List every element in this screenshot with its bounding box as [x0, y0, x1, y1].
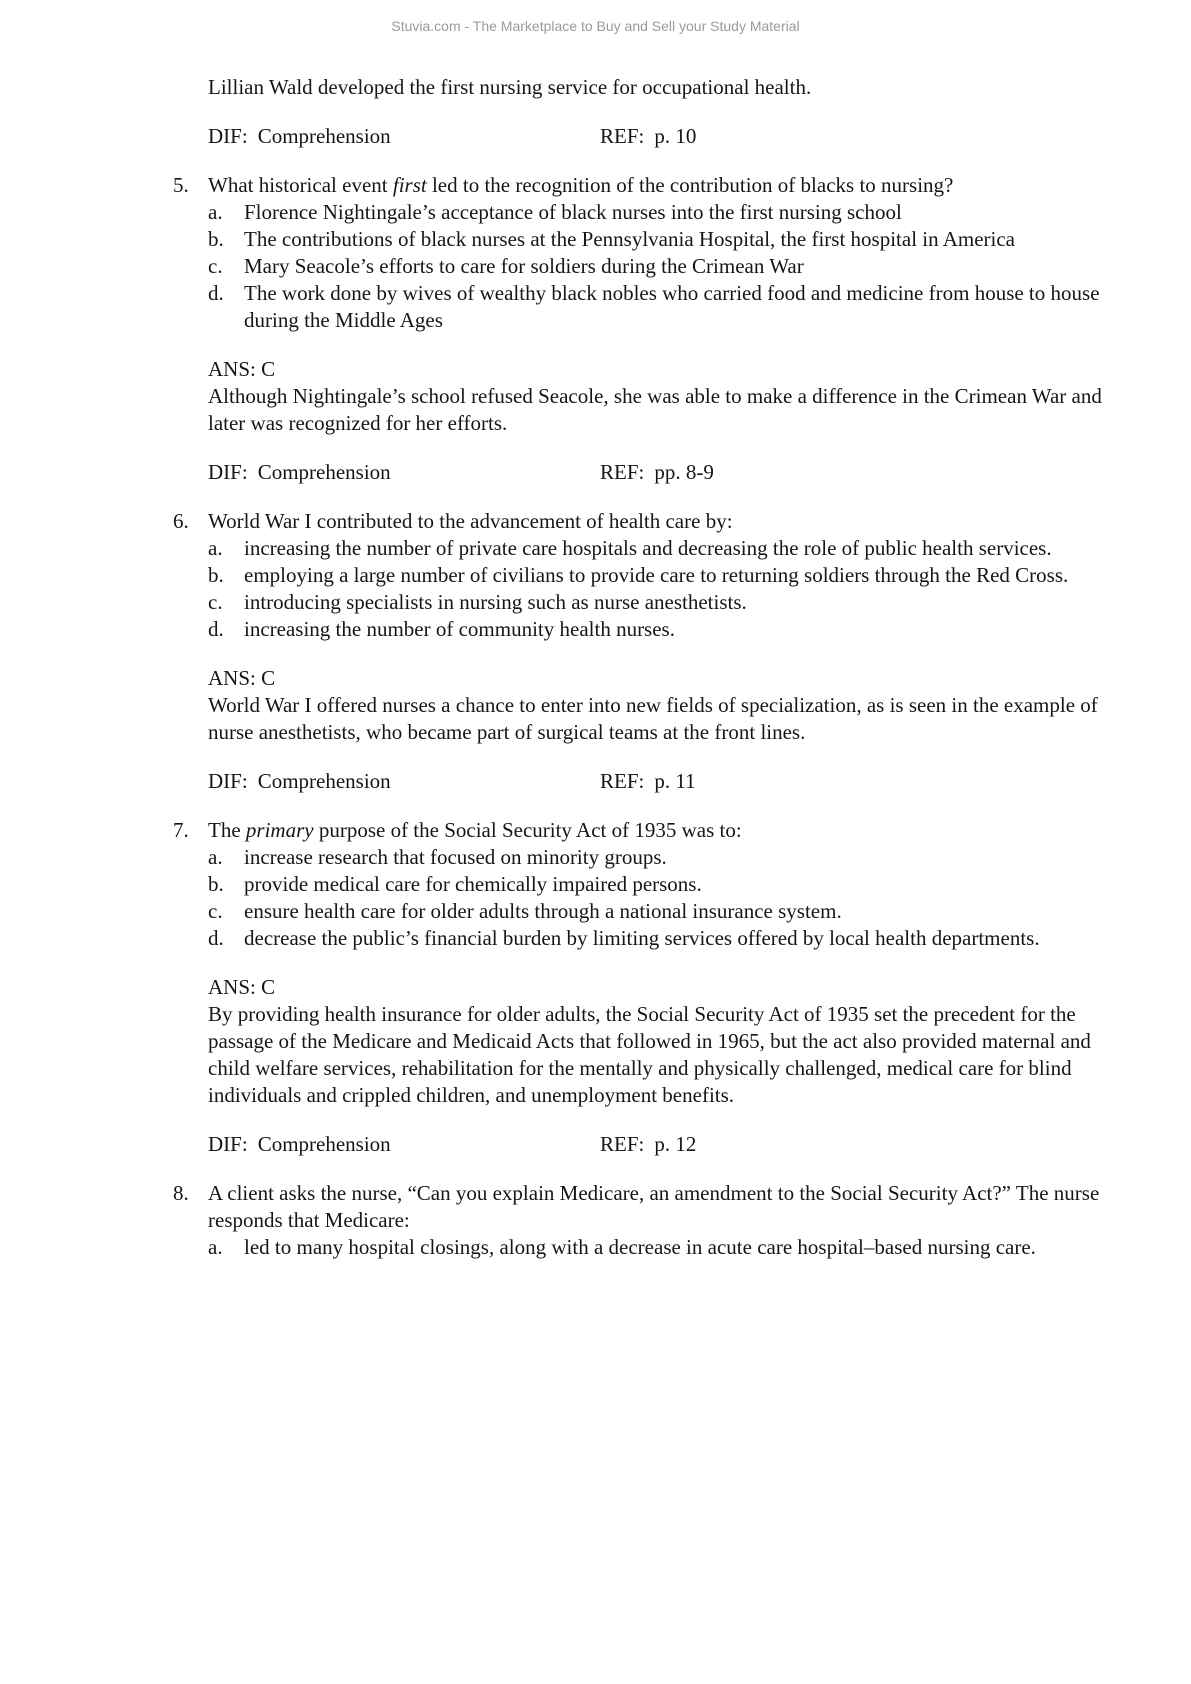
answer: ANS: C	[208, 975, 276, 999]
option-b: b. The contributions of black nurses at the Pennsylvania Hospital, the first hospital in America	[208, 227, 1016, 251]
option-a: a. increase research that focused on minority groups.	[208, 845, 667, 869]
answer: ANS: C	[208, 357, 276, 381]
options-list	[208, 199, 1128, 334]
question-stem: 8. A client asks the nurse, “Can you explain Medicare, an amendment to the Social Security Act?” The nurse responds that Medicare:	[173, 1181, 1100, 1232]
ref-field: REF: p. 10	[600, 124, 697, 148]
intro-meta	[208, 123, 1128, 150]
ref-field: REF: p. 11	[600, 769, 696, 793]
question-meta	[208, 768, 1128, 795]
options-list	[208, 535, 1128, 643]
intro-rationale: Lillian Wald developed the first nursing service for occupational health.	[208, 75, 812, 99]
option-c: c. ensure health care for older adults through a national insurance system.	[208, 899, 842, 923]
watermark-header: Stuvia.com - The Marketplace to Buy and Sell your Study Material	[391, 18, 800, 34]
question-5	[173, 172, 1128, 486]
question-meta	[208, 459, 1128, 486]
option-d: d. increasing the number of community health nurses.	[208, 617, 675, 641]
option-c: c. introducing specialists in nursing such as nurse anesthetists.	[208, 590, 747, 614]
ref-field: REF: p. 12	[600, 1132, 697, 1156]
options-list	[208, 844, 1128, 952]
question-stem: 7. The primary purpose of the Social Security Act of 1935 was to:	[173, 818, 742, 842]
dif-field: DIF: Comprehension	[208, 769, 391, 793]
option-a: a. increasing the number of private care hospitals and decreasing the role of public health services.	[208, 536, 1052, 560]
ref-field: REF: pp. 8-9	[600, 460, 714, 484]
question-7	[173, 817, 1128, 1158]
option-d: d. The work done by wives of wealthy black nobles who carried food and medicine from house to house during the Middle Ages	[208, 281, 1100, 332]
question-stem: 6. World War I contributed to the advancement of health care by:	[173, 509, 733, 533]
rationale: Although Nightingale’s school refused Seacole, she was able to make a difference in the Crimean War and later was recognized for her efforts.	[208, 384, 1102, 435]
dif-field: DIF: Comprehension	[208, 1132, 391, 1156]
dif-field: DIF: Comprehension	[208, 124, 391, 148]
document-content	[173, 74, 1128, 1265]
question-6	[173, 508, 1128, 795]
question-meta	[208, 1131, 1128, 1158]
options-list	[208, 1234, 1128, 1261]
option-b: b. provide medical care for chemically impaired persons.	[208, 872, 702, 896]
answer: ANS: C	[208, 666, 276, 690]
option-a: a. Florence Nightingale’s acceptance of black nurses into the first nursing school	[208, 200, 902, 224]
option-d: d. decrease the public’s financial burden by limiting services offered by local health departments.	[208, 926, 1040, 950]
rationale: By providing health insurance for older adults, the Social Security Act of 1935 set the precedent for the passage of the Medicare and Medicaid Acts that followed in 1965, but the act also provided maternal and child welfare services, rehabilitation for the mentally and physically challenged, medical care for blind individuals and crippled children, and unemployment benefits.	[208, 1002, 1091, 1107]
question-stem: 5. What historical event first led to the recognition of the contribution of blacks to nursing?	[173, 173, 954, 197]
question-8	[173, 1180, 1128, 1261]
dif-field: DIF: Comprehension	[208, 460, 391, 484]
option-c: c. Mary Seacole’s efforts to care for soldiers during the Crimean War	[208, 254, 804, 278]
option-a: a. led to many hospital closings, along with a decrease in acute care hospital–based nursing care.	[208, 1235, 1036, 1259]
rationale: World War I offered nurses a chance to enter into new fields of specialization, as is seen in the example of nurse anesthetists, who became part of surgical teams at the front lines.	[208, 693, 1098, 744]
option-b: b. employing a large number of civilians to provide care to returning soldiers through the Red Cross.	[208, 563, 1069, 587]
